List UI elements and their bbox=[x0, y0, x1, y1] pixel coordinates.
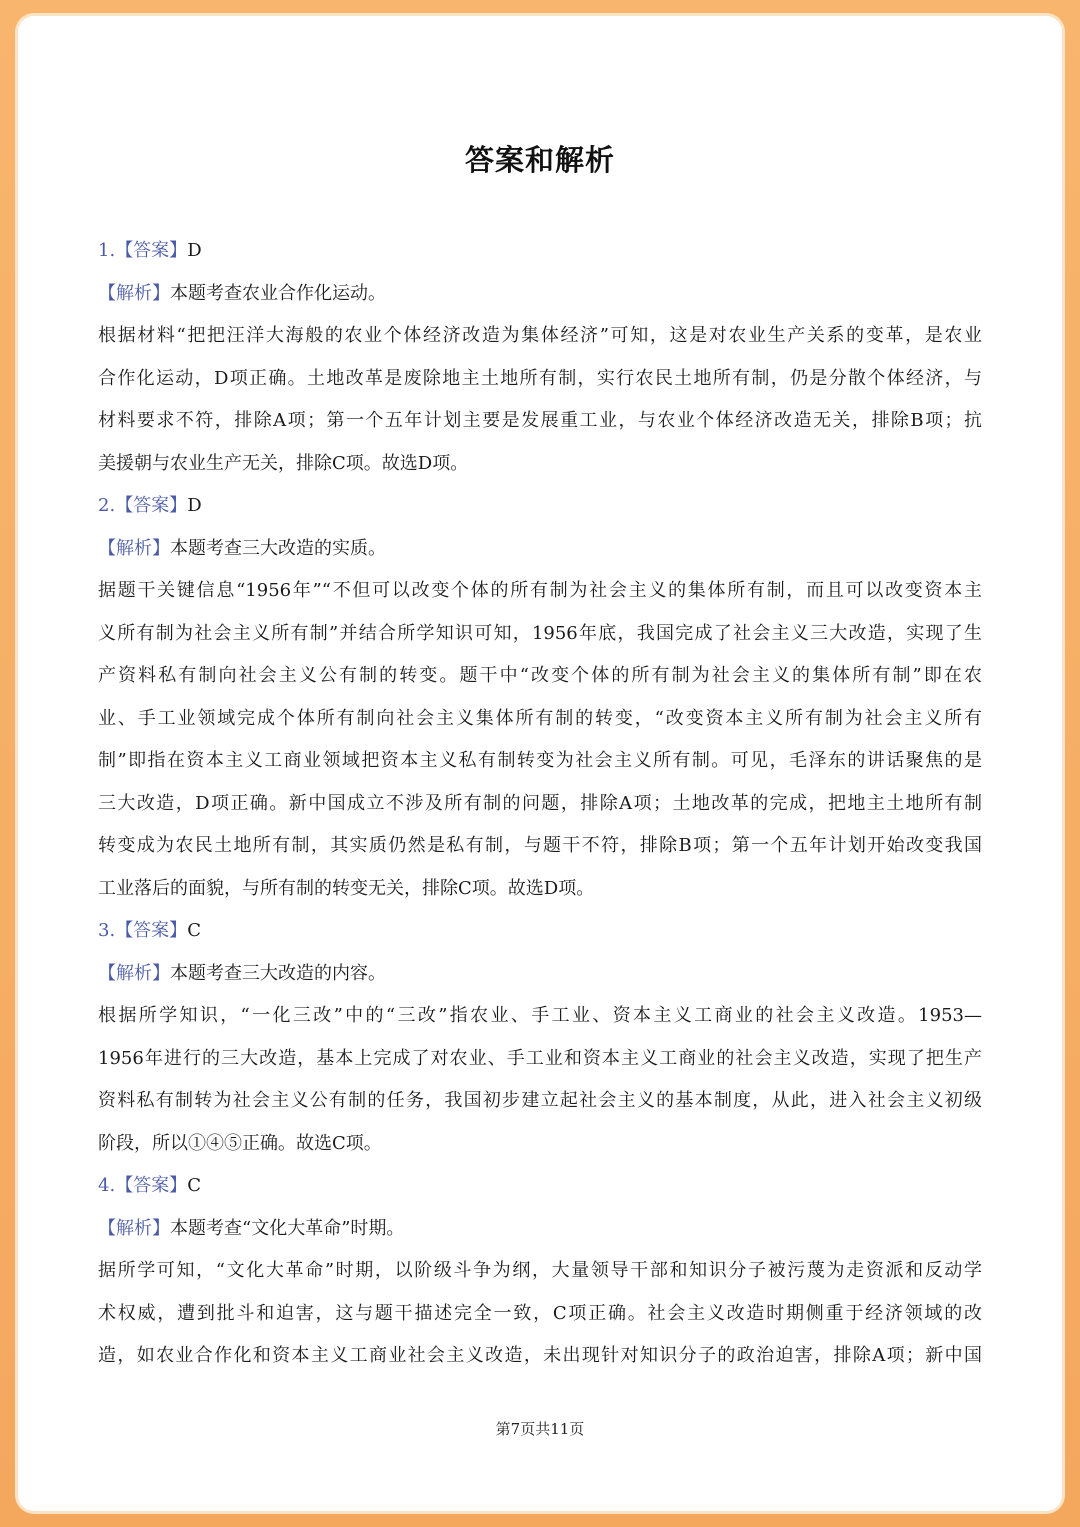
answer-value: D bbox=[187, 495, 202, 516]
explanation-line: 术权威，遭到批斗和迫害，这与题干描述完全一致，C项正确。社会主义改造时期侧重于经济领域的改 bbox=[98, 1302, 982, 1324]
analysis-summary: 本题考查农业合作化运动。 bbox=[170, 282, 386, 304]
answer-line bbox=[98, 485, 982, 528]
answer-tag: 【答案】 bbox=[115, 920, 188, 941]
analysis-tag: 【解析】 bbox=[98, 282, 170, 304]
question-number: 1. bbox=[98, 240, 116, 261]
explanation-line: 业、手工业领域完成个体所有制向社会主义集体所有制的转变，“改变资本主义所有制为社会主义所有 bbox=[98, 707, 982, 729]
question-number: 2. bbox=[98, 495, 116, 516]
explanation-line: 据题干关键信息“1956年”“不但可以改变个体的所有制为社会主义的集体所有制，而且可以改变资本主 bbox=[98, 580, 982, 601]
explanation-line: 资料私有制转为社会主义公有制的任务，我国初步建立起社会主义的基本制度，从此，进入社会主义初级 bbox=[98, 1090, 982, 1111]
explanation-line: 材料要求不符，排除A项；第一个五年计划主要是发展重工业，与农业个体经济改造无关，排除B项；抗 bbox=[98, 410, 982, 431]
answer-line bbox=[98, 230, 982, 273]
answer-list bbox=[98, 230, 982, 1378]
explanation-line: 据所学可知，“文化大革命”时期，以阶级斗争为纲，大量领导干部和知识分子被污蔑为走资派和反动学 bbox=[98, 1260, 982, 1281]
explanation-line: 美援朝与农业生产无关，排除C项。故选D项。 bbox=[98, 452, 469, 474]
analysis-line bbox=[98, 528, 982, 571]
explanation-line: 工业落后的面貌，与所有制的转变无关，排除C项。故选D项。 bbox=[98, 877, 595, 899]
answer-line bbox=[98, 910, 982, 953]
answer-value: C bbox=[187, 1175, 201, 1196]
explanation-line: 1956年进行的三大改造，基本上完成了对农业、手工业和资本主义工商业的社会主义改造，实现了把生产 bbox=[98, 1047, 982, 1069]
explanation-line: 三大改造，D项正确。新中国成立不涉及所有制的问题，排除A项；土地改革的完成，把地主土地所有制 bbox=[98, 792, 982, 814]
explanation-line: 义所有制为社会主义所有制”并结合所学知识可知，1956年底，我国完成了社会主义三大改造，实现了生 bbox=[98, 622, 982, 644]
analysis-tag: 【解析】 bbox=[98, 1217, 170, 1239]
question-number: 3. bbox=[98, 920, 116, 941]
explanation-line: 制”即指在资本主义工商业领域把资本主义私有制转变为社会主义所有制。可见，毛泽东的讲话聚焦的是 bbox=[98, 750, 982, 771]
analysis-summary: 本题考查三大改造的内容。 bbox=[170, 962, 386, 984]
analysis-line bbox=[98, 273, 982, 316]
analysis-tag: 【解析】 bbox=[98, 962, 170, 984]
explanation-line: 根据所学知识，“一化三改”中的“三改”指农业、手工业、资本主义工商业的社会主义改造。1953— bbox=[98, 1005, 982, 1026]
analysis-summary: 本题考查三大改造的实质。 bbox=[170, 537, 386, 559]
explanation-line: 产资料私有制向社会主义公有制的转变。题干中“改变个体的所有制为社会主义的集体所有制”即在农 bbox=[98, 665, 982, 686]
analysis-line bbox=[98, 953, 982, 996]
answer-line bbox=[98, 1165, 982, 1208]
answer-tag: 【答案】 bbox=[115, 495, 188, 516]
page-footer: 第7页共11页 bbox=[495, 1420, 585, 1438]
explanation-line: 造，如农业合作化和资本主义工商业社会主义改造，未出现针对知识分子的政治迫害，排除A项；新中国 bbox=[98, 1345, 982, 1366]
explanation-line: 转变成为农民土地所有制，其实质仍然是私有制，与题干不符，排除B项；第一个五年计划开始改变我国 bbox=[98, 835, 982, 856]
analysis-summary: 本题考查“文化大革命”时期。 bbox=[170, 1217, 405, 1239]
analysis-line bbox=[98, 1208, 982, 1251]
question-number: 4. bbox=[98, 1175, 116, 1196]
analysis-tag: 【解析】 bbox=[98, 537, 170, 559]
answer-tag: 【答案】 bbox=[115, 240, 188, 261]
answer-tag: 【答案】 bbox=[115, 1175, 188, 1196]
explanation-line: 阶段，所以①④⑤正确。故选C项。 bbox=[98, 1132, 382, 1154]
explanation-line: 根据材料“把把汪洋大海般的农业个体经济改造为集体经济”可知，这是对农业生产关系的变革，是农业 bbox=[98, 325, 982, 346]
answer-value: C bbox=[187, 920, 201, 941]
explanation-line: 合作化运动，D项正确。土地改革是废除地主土地所有制，实行农民土地所有制，仍是分散个体经济，与 bbox=[98, 367, 982, 389]
page-title: 答案和解析 bbox=[464, 143, 615, 177]
answer-value: D bbox=[187, 240, 202, 261]
